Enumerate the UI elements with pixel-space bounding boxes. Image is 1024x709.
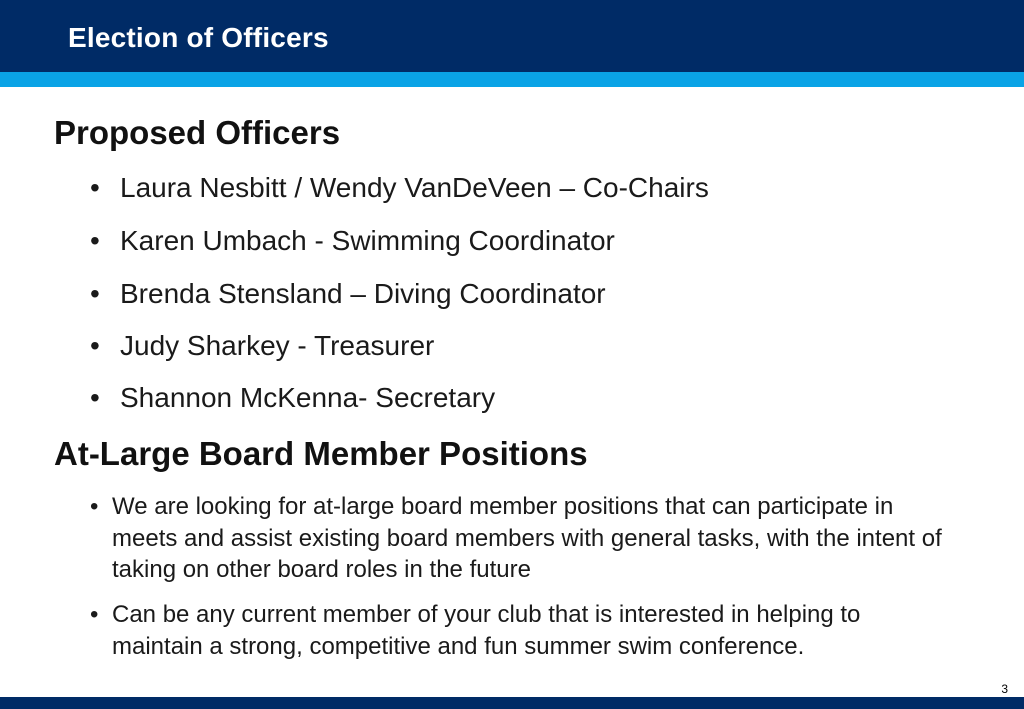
board-item-text: Can be any current member of your club that is interested in helping to maintain a strong, competitive and fun summer swim conference.	[112, 601, 861, 660]
board-item-text: We are looking for at-large board member positions that can participate in meets and assist existing board members with general tasks, with the intent of taking on other board roles in the future	[112, 493, 942, 583]
footer-bar	[0, 697, 1024, 709]
officer-item	[90, 172, 709, 204]
slide-title: Election of Officers	[68, 22, 329, 53]
bullet-icon: •	[90, 601, 99, 628]
bullet-icon: •	[90, 382, 100, 413]
bullet-icon: •	[90, 225, 100, 256]
page-number: 3	[1001, 682, 1008, 696]
officer-item	[90, 278, 606, 310]
officer-item-text: Karen Umbach - Swimming Coordinator	[120, 225, 615, 256]
bullet-icon: •	[90, 493, 99, 520]
officer-item-text: Judy Sharkey - Treasurer	[120, 330, 435, 361]
officer-item-text: Laura Nesbitt / Wendy VanDeVeen – Co-Chairs	[120, 172, 709, 203]
officer-item	[90, 225, 615, 257]
bullet-icon: •	[90, 172, 100, 203]
at-large-board-heading: At-Large Board Member Positions	[54, 435, 588, 472]
bullet-icon: •	[90, 278, 100, 309]
header-bar	[0, 0, 1024, 72]
officer-item-text: Shannon McKenna- Secretary	[120, 382, 496, 413]
officer-item	[90, 382, 495, 414]
bullet-icon: •	[90, 330, 100, 361]
board-item	[90, 599, 950, 662]
officer-item-text: Brenda Stensland – Diving Coordinator	[120, 278, 606, 309]
officer-item	[90, 330, 434, 362]
board-item	[90, 491, 950, 586]
header-accent-stripe	[0, 72, 1024, 87]
proposed-officers-heading: Proposed Officers	[54, 114, 341, 151]
